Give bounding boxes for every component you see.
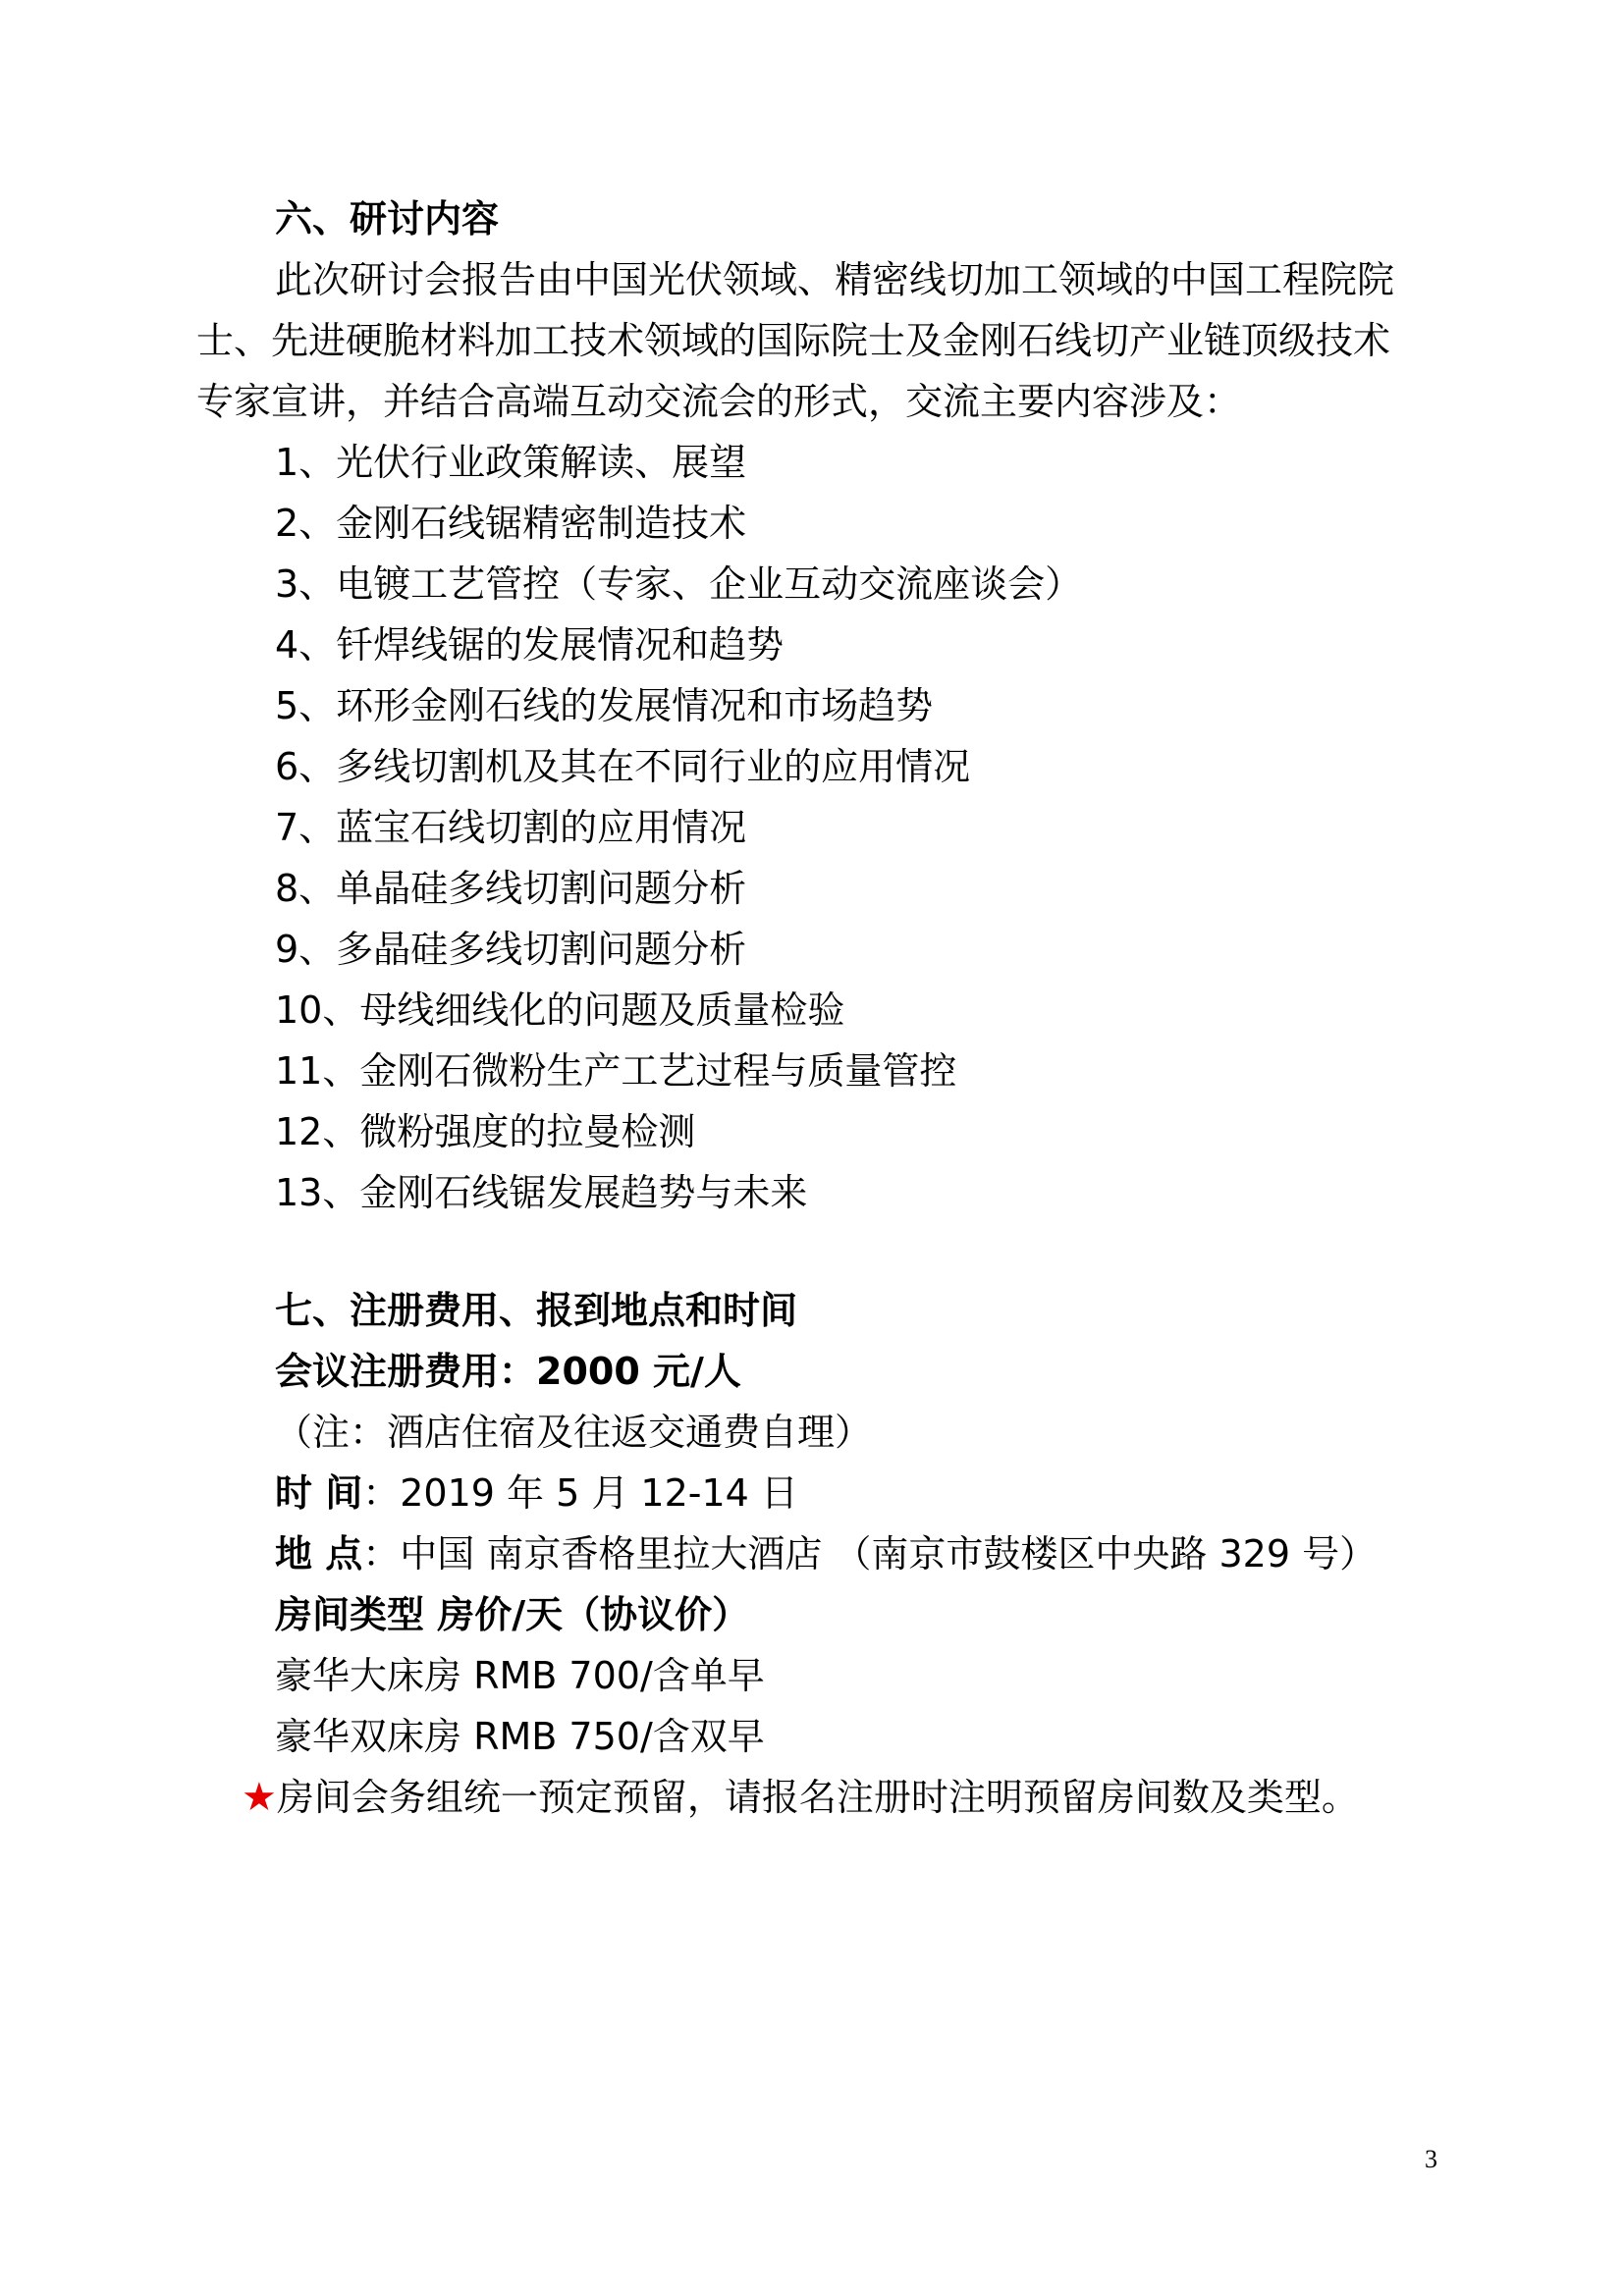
intro-line-1: 此次研讨会报告由中国光伏领域、精密线切加工领域的中国工程院院 [275, 258, 1395, 301]
list-item: 13、金刚石线锯发展趋势与未来 [275, 1171, 808, 1214]
list-item: 5、环形金刚石线的发展情况和市场趋势 [275, 684, 934, 727]
registration-fee: 会议注册费用：2000 元/人 [275, 1350, 741, 1393]
intro-line-2: 士、先进硬脆材料加工技术领域的国际院士及金刚石线切产业链顶级技术 [196, 319, 1391, 362]
room-option: 豪华大床房 RMB 700/含单早 [275, 1654, 765, 1697]
page-number: 3 [1425, 2145, 1437, 2173]
time-label: 时 间 [275, 1471, 363, 1515]
list-item: 3、电镀工艺管控（专家、企业互动交流座谈会） [275, 562, 1083, 606]
place-label: 地 点 [275, 1532, 363, 1575]
room-option: 豪华双床房 RMB 750/含双早 [275, 1715, 765, 1758]
place-value: ：中国 南京香格里拉大酒店 （南京市鼓楼区中央路 329 号） [362, 1532, 1378, 1575]
list-item: 8、单晶硅多线切割问题分析 [275, 867, 747, 910]
time-value: ：2019 年 5 月 12-14 日 [362, 1471, 798, 1515]
list-item: 9、多晶硅多线切割问题分析 [275, 928, 747, 971]
list-item: 10、母线细线化的问题及质量检验 [275, 988, 845, 1032]
fee-note: （注：酒店住宿及往返交通费自理） [275, 1411, 873, 1454]
time-row [275, 1470, 798, 1516]
list-item: 6、多线切割机及其在不同行业的应用情况 [275, 745, 971, 788]
star-icon: ★ [242, 1775, 277, 1820]
intro-line-3: 专家宣讲，并结合高端互动交流会的形式，交流主要内容涉及： [196, 380, 1242, 423]
list-item: 11、金刚石微粉生产工艺过程与质量管控 [275, 1049, 957, 1093]
section7-heading: 七、注册费用、报到地点和时间 [275, 1289, 798, 1332]
list-item: 7、蓝宝石线切割的应用情况 [275, 806, 747, 849]
reservation-notice [242, 1775, 1359, 1820]
list-item: 1、光伏行业政策解读、展望 [275, 441, 747, 484]
list-item: 2、金刚石线锯精密制造技术 [275, 502, 747, 545]
place-row [275, 1531, 1377, 1576]
room-type-header: 房间类型 房价/天（协议价） [275, 1593, 750, 1636]
section6-heading: 六、研讨内容 [275, 197, 500, 240]
notice-text: 房间会务组统一预定预留，请报名注册时注明预留房间数及类型。 [276, 1776, 1359, 1819]
list-item: 12、微粉强度的拉曼检测 [275, 1110, 696, 1153]
list-item: 4、钎焊线锯的发展情况和趋势 [275, 623, 785, 667]
